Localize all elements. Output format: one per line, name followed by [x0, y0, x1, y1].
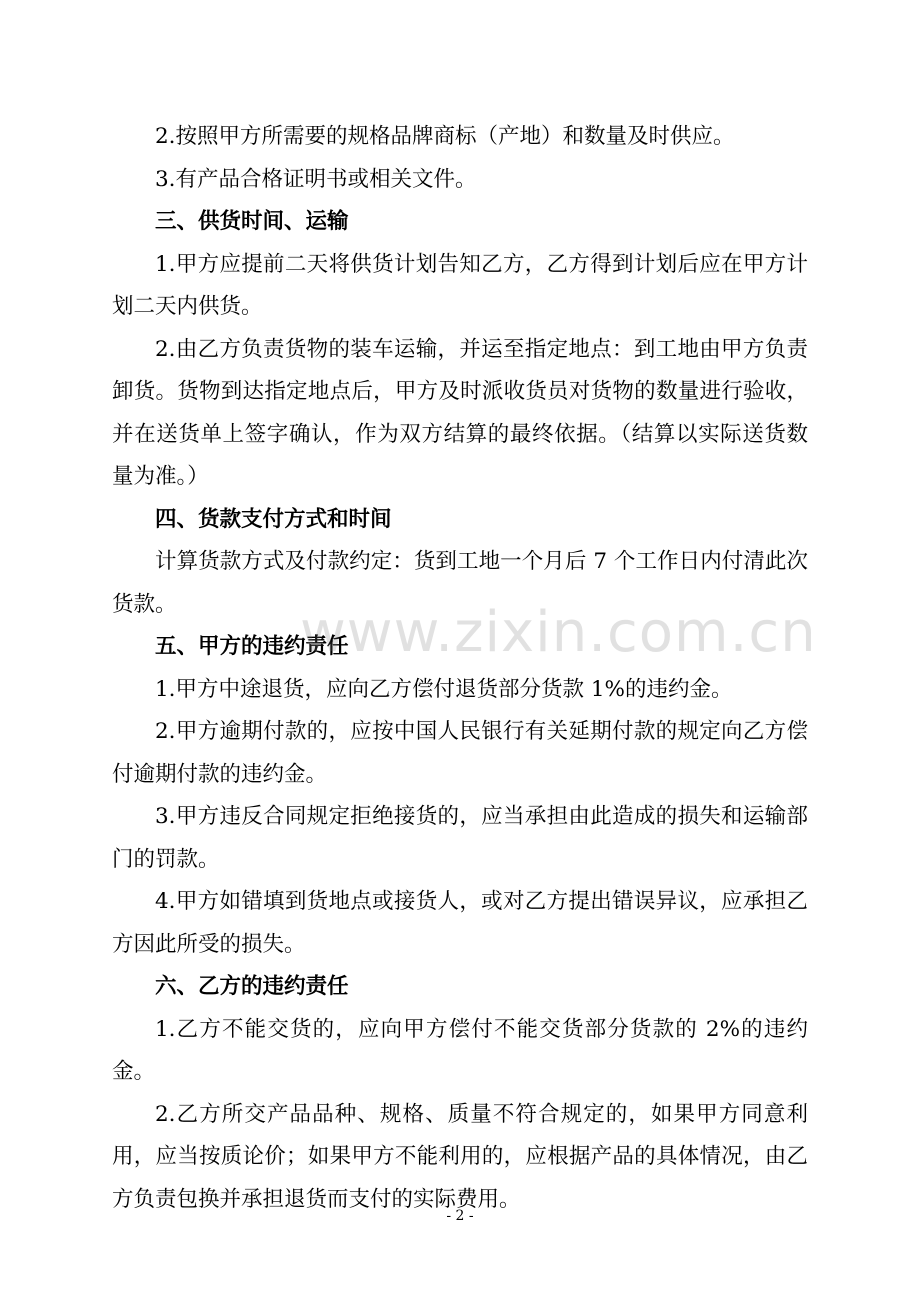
- section-heading-4: 四、货款支付方式和时间: [155, 506, 392, 532]
- paragraph-party-a-3: 3.甲方违反合同规定拒绝接货的，应当承担由此造成的损失和运输部门的罚款。: [112, 804, 808, 872]
- section-heading-6: 六、乙方的违约责任: [155, 974, 349, 999]
- paragraph-supply-3: 3.有产品合格证明书或相关文件。: [155, 166, 477, 192]
- paragraph-party-a-2: 2.甲方逾期付款的，应按中国人民银行有关延期付款的规定向乙方偿付逾期付款的违约金。: [112, 719, 808, 787]
- section-heading-5: 五、甲方的违约责任: [155, 634, 349, 659]
- section-heading-3: 三、供货时间、运输: [155, 209, 349, 234]
- paragraph-party-a-4: 4.甲方如错填到货地点或接货人，或对乙方提出错误异议，应承担乙方因此所受的损失。: [112, 889, 808, 957]
- paragraph-party-b-1: 1.乙方不能交货的，应向甲方偿付不能交货部分货款的 2%的违约金。: [112, 1016, 808, 1084]
- paragraph-party-b-2: 2.乙方所交产品品种、规格、质量不符合规定的，如果甲方同意利用，应当按质论价；如果甲方不能利用的，应根据产品的具体情况，由乙方负责包换并承担退货而支付的实际费用。: [112, 1101, 808, 1212]
- page-content: [112, 116, 808, 1221]
- page-number: - 2 -: [446, 1208, 474, 1224]
- paragraph-supply-2: 2.按照甲方所需要的规格品牌商标（产地）和数量及时供应。: [155, 124, 735, 149]
- paragraph-delivery-2: 2.由乙方负责货物的装车运输，并运至指定地点：到工地由甲方负责卸货。货物到达指定地点后，甲方及时派收货员对货物的数量进行验收，并在送货单上签字确认，作为双方结算的最终依据。（结算以实际送货数量为准。）: [112, 336, 808, 489]
- watermark: www.zixin.com.cn: [300, 600, 817, 665]
- paragraph-party-a-1: 1.甲方中途退货，应向乙方偿付退货部分货款 1%的违约金。: [155, 676, 733, 702]
- paragraph-delivery-1: 1.甲方应提前二天将供货计划告知乙方，乙方得到计划后应在甲方计划二天内供货。: [112, 251, 808, 319]
- paragraph-payment: 计算货款方式及付款约定：货到工地一个月后 7 个工作日内付清此次货款。: [112, 549, 808, 617]
